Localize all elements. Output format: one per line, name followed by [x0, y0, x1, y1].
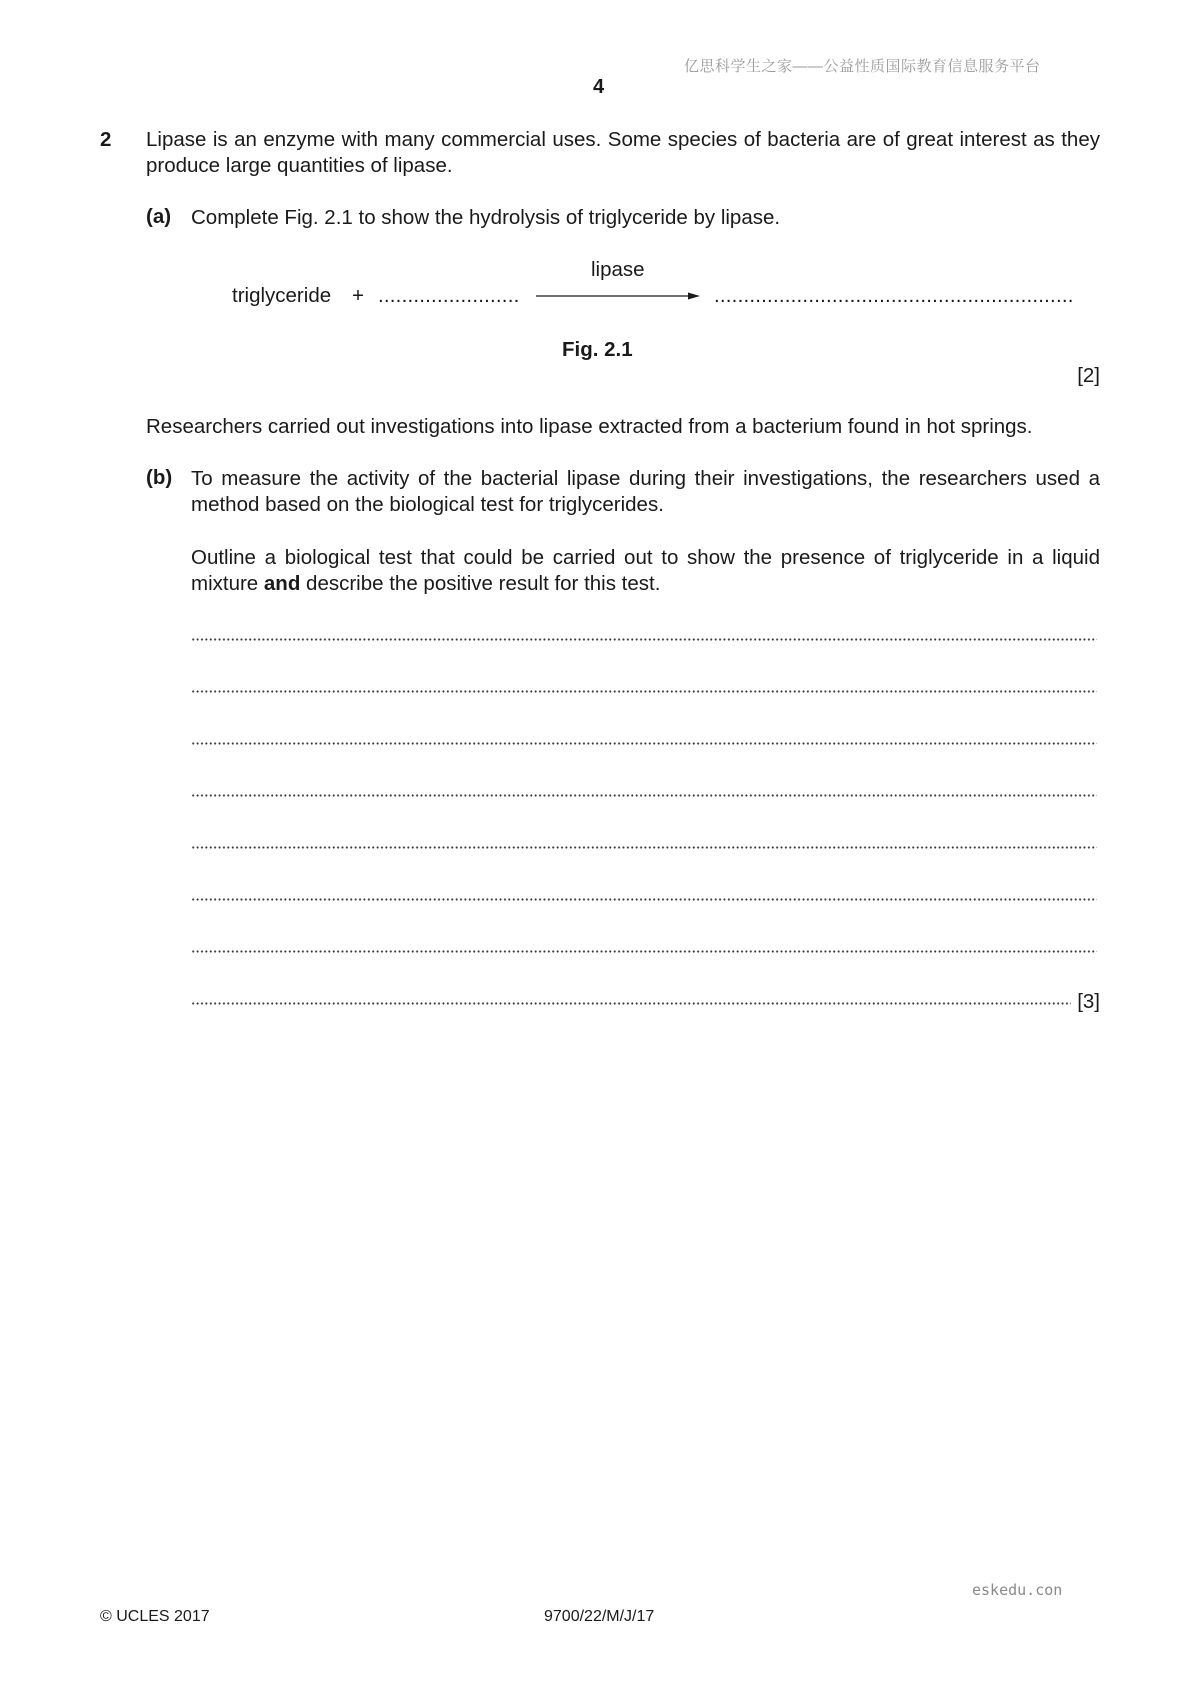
answer-blank-reactant[interactable]: ........................	[378, 284, 520, 307]
footer-copyright: © UCLES 2017	[100, 1608, 210, 1625]
reaction-arrow-icon	[536, 290, 702, 302]
figure-plus-sign: +	[352, 284, 364, 307]
question-intro: Lipase is an enzyme with many commercial uses. Some species of bacteria are of great interest as they produce large quantities of lipase.	[146, 128, 1100, 177]
answer-line[interactable]	[191, 950, 1097, 953]
figure-caption: Fig. 2.1	[562, 338, 633, 361]
instruction-bold-word: and	[263, 572, 301, 595]
instruction-text-start: Outline a biological test that could be carried out to show the presence of triglyceride in a liquid mixture	[191, 546, 1100, 595]
answer-line[interactable]	[191, 638, 1097, 641]
part-a-label: (a)	[146, 205, 172, 228]
footer-paper-code: 9700/22/M/J/17	[544, 1608, 655, 1625]
question-number: 2	[100, 128, 112, 151]
answer-line[interactable]	[191, 846, 1097, 849]
answer-blank-products[interactable]: .............................................................	[714, 284, 1074, 307]
answer-line[interactable]	[191, 742, 1097, 745]
part-b-marks: [3]	[1077, 990, 1100, 1013]
figure-reactant: triglyceride	[232, 284, 332, 307]
page-number: 4	[593, 76, 605, 98]
watermark-text: 亿思科学生之家——公益性质国际教育信息服务平台	[684, 58, 1041, 75]
part-a-marks: [2]	[1077, 364, 1100, 387]
part-b-text: To measure the activity of the bacterial lipase during their investigations, the researchers used a method based on the biological test for triglycerides.	[191, 467, 1100, 516]
part-b-instruction	[191, 545, 1100, 597]
answer-line[interactable]	[191, 1002, 1071, 1005]
footer-site-watermark: eskedu.con	[972, 1581, 1063, 1599]
part-b-label: (b)	[146, 466, 173, 489]
context-paragraph: Researchers carried out investigations into lipase extracted from a bacterium found in hot springs.	[146, 415, 1033, 438]
figure-enzyme-label: lipase	[591, 258, 645, 281]
part-a-text: Complete Fig. 2.1 to show the hydrolysis of triglyceride by lipase.	[191, 206, 781, 229]
instruction-text-end: describe the positive result for this test.	[300, 572, 661, 595]
answer-line[interactable]	[191, 690, 1097, 693]
answer-line[interactable]	[191, 794, 1097, 797]
answer-line[interactable]	[191, 898, 1097, 901]
